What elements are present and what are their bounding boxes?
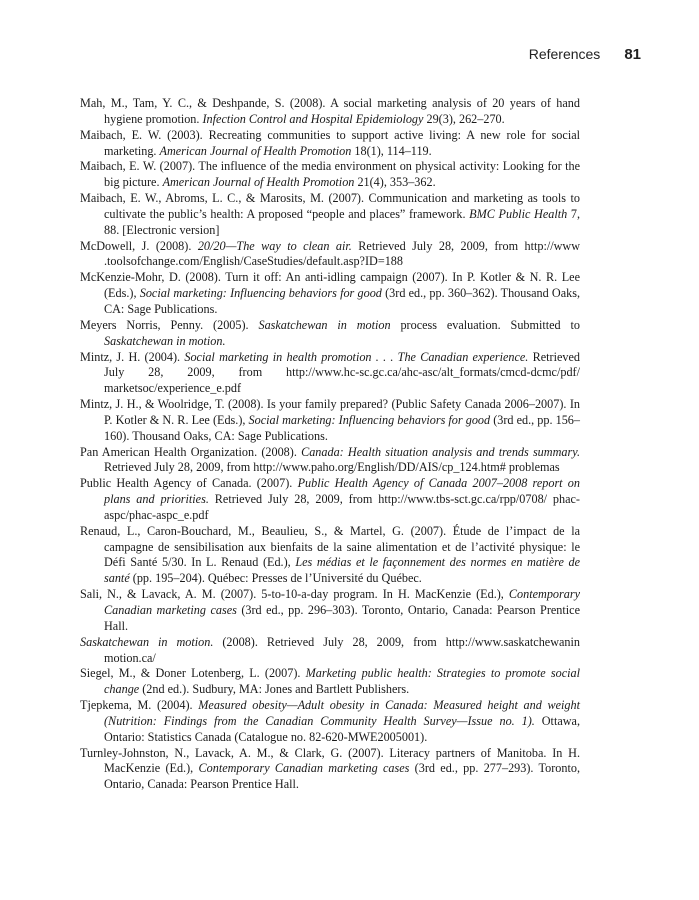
reference-italic-text: Les médias et le façonnement des normes en matière de santé <box>104 555 580 586</box>
reference-text: Maibach, E. W., Abroms, L. C., & Marosits, M. (2007). Communication and marketing as tools to cultivate the public’s health: A proposed “people and places” framework. <box>80 191 580 221</box>
reference-text: McKenzie-Mohr, D. (2008). Turn it off: An anti-idling campaign (2007). In P. Kotler & N. R. Lee (Eds.), <box>80 270 580 301</box>
reference-text: Maibach, E. W. (2003). Recreating communities to support active living: A new role for social marketing. <box>80 127 580 158</box>
reference-text: (3rd ed., pp. 277–293). Toronto, Ontario, Canada: Pearson Prentice Hall. <box>104 761 581 792</box>
reference-text: Pan American Health Organization. (2008). <box>80 444 302 459</box>
reference-text: Public Health Agency of Canada. (2007). <box>80 476 298 491</box>
reference-text: (3rd ed., pp. 360–362). Thousand Oaks, CA: Sage Publications. <box>104 286 581 316</box>
reference-italic-text: American Journal of Health Promotion <box>162 175 355 190</box>
reference-italic-text: Saskatchewan in motion. <box>104 333 226 348</box>
reference-italic-text: American Journal of Health Promotion <box>159 143 352 158</box>
reference-text: Retrieved July 28, 2009, from http://www.paho.org/English/DD/AIS/cp_124.htm# problemas <box>104 460 560 475</box>
reference-italic-text: 20/20—The way to clean air. <box>197 238 352 253</box>
reference-text: Ottawa, Ontario: Statistics Canada (Catalogue no. 82-620-MWE2005001). <box>104 713 580 744</box>
reference-text: Mah, M., Tam, Y. C., & Deshpande, S. (2008). A social marketing analysis of 20 years of hand hygiene promotion. <box>80 96 580 126</box>
reference-entry <box>80 476 580 524</box>
reference-italic-text: Saskatchewan in motion. <box>80 634 214 649</box>
reference-text: Mintz, J. H. (2004). <box>80 349 185 364</box>
reference-italic-text: Canada: Health situation analysis and trends summary. <box>301 444 580 459</box>
reference-text: 21(4), 353–362. <box>354 175 436 190</box>
reference-entry <box>80 350 580 398</box>
section-title: References <box>528 46 601 62</box>
reference-italic-text: Social marketing: Influencing behaviors for good <box>248 412 491 427</box>
reference-entry <box>80 318 580 350</box>
reference-text: (2008). Retrieved July 28, 2009, from http://www.saskatchewanin motion.ca/ <box>104 634 580 665</box>
reference-italic-text: BMC Public Health <box>469 206 568 221</box>
reference-text: Meyers Norris, Penny. (2005). <box>80 317 259 332</box>
reference-italic-text: Contemporary Canadian marketing cases <box>104 587 580 617</box>
reference-text: (2nd ed.). Sudbury, MA: Jones and Bartlett Publishers. <box>139 682 410 697</box>
reference-entry <box>80 159 580 191</box>
reference-entry <box>80 635 580 667</box>
reference-text: Mintz, J. H., & Woolridge, T. (2008). Is your family prepared? (Public Safety Canada 2006–2007). In P. Kotler & N. R. Lee (Eds.), <box>80 397 580 427</box>
reference-text: Retrieved July 28, 2009, from http://www .toolsofchange.com/English/CaseStudies/default.asp?ID=188 <box>104 238 581 269</box>
reference-entry <box>80 666 580 698</box>
reference-text: Tjepkema, M. (2004). <box>80 698 199 713</box>
reference-italic-text: Measured obesity—Adult obesity in Canada: Measured height and weight (Nutrition: Findings from the Canadian Community Health Survey—Issue no. 1). <box>104 698 580 728</box>
reference-text: Turnley-Johnston, N., Lavack, A. M., & Clark, G. (2007). Literacy partners of Manitoba. In H. MacKenzie (Ed.), <box>80 745 580 776</box>
reference-entry <box>80 397 580 445</box>
reference-entry <box>80 270 580 318</box>
reference-text: Sali, N., & Lavack, A. M. (2007). 5-to-10-a-day program. In H. MacKenzie (Ed.), <box>80 587 509 602</box>
reference-text: 18(1), 114–119. <box>351 143 432 158</box>
reference-italic-text: Social marketing in health promotion . . . The Canadian experience. <box>184 349 529 364</box>
reference-text: 7, 88. [Electronic version] <box>104 206 580 237</box>
reference-entry <box>80 587 580 635</box>
running-header <box>529 46 641 63</box>
reference-entry <box>80 239 580 271</box>
reference-text: (pp. 195–204). Québec: Presses de l’Université du Québec. <box>129 571 422 586</box>
reference-entry <box>80 128 580 160</box>
reference-entry <box>80 746 580 794</box>
reference-italic-text: Public Health Agency of Canada 2007–2008 report on plans and priorities. <box>104 476 580 507</box>
reference-italic-text: Contemporary Canadian marketing cases <box>198 761 410 776</box>
reference-text: Renaud, L., Caron-Bouchard, M., Beaulieu, S., & Martel, G. (2007). Étude de l’impact de la campagne de sensibilisation aux bienfaits de la saine alimentation et de l’activité physique: le Défi Santé 5/30. In L. Renaud (Ed.), <box>80 523 580 570</box>
reference-italic-text: Infection Control and Hospital Epidemiology <box>202 111 424 126</box>
reference-text: Retrieved July 28, 2009, from http://www.hc-sc.gc.ca/ahc-asc/alt_formats/cmcd-dcmc/pdf/ marketsoc/experience_e.pdf <box>104 349 580 396</box>
reference-text: McDowell, J. (2008). <box>80 238 198 253</box>
reference-text: process evaluation. Submitted to <box>390 317 580 332</box>
reference-entry <box>80 191 580 239</box>
reference-text: Maibach, E. W. (2007). The influence of the media environment on physical activity: Looking for the big picture. <box>80 159 580 190</box>
reference-entry <box>80 96 580 128</box>
reference-italic-text: Social marketing: Influencing behaviors for good <box>139 286 382 301</box>
reference-text: (3rd ed., pp. 156–160). Thousand Oaks, CA: Sage Publications. <box>104 412 580 443</box>
page-number: 81 <box>624 46 641 63</box>
reference-text: (3rd ed., pp. 296–303). Toronto, Ontario, Canada: Pearson Prentice Hall. <box>104 603 580 633</box>
reference-text: 29(3), 262–270. <box>423 111 505 126</box>
reference-text: Siegel, M., & Doner Lotenberg, L. (2007). <box>80 666 306 681</box>
reference-entry <box>80 524 580 587</box>
reference-list <box>80 96 580 793</box>
reference-entry <box>80 445 580 477</box>
reference-italic-text: Saskatchewan in motion <box>258 317 391 332</box>
reference-text: Retrieved July 28, 2009, from http://www.tbs-sct.gc.ca/rpp/0708/ phac-aspc/phac-aspc_e.pdf <box>104 492 580 522</box>
reference-italic-text: Marketing public health: Strategies to promote social change <box>104 666 580 697</box>
reference-entry <box>80 698 580 746</box>
